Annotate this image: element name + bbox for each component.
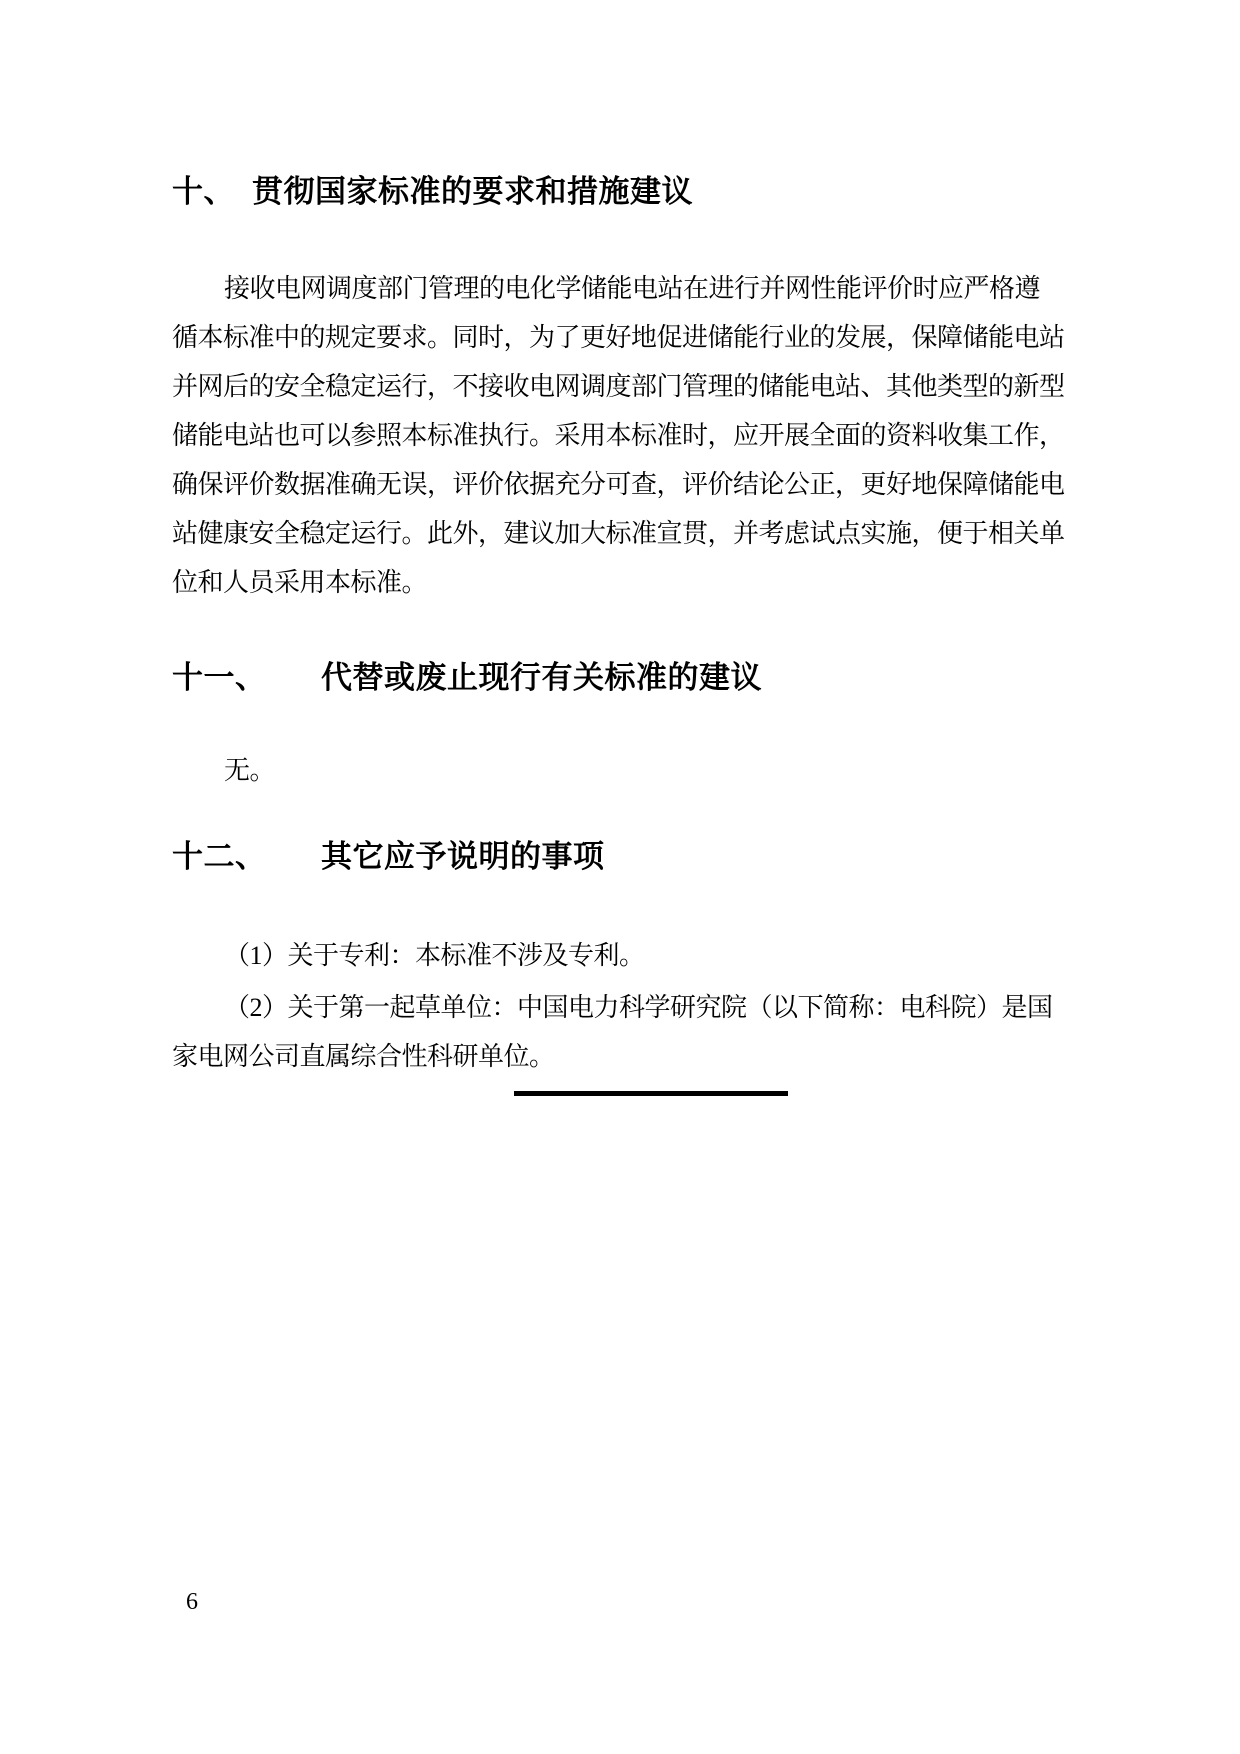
- paragraph-line: 位和人员采用本标准。: [172, 568, 428, 597]
- list-item-line: （1）关于专利：本标准不涉及专利。: [224, 941, 645, 970]
- heading-title: 代替或废止现行有关标准的建议: [321, 660, 762, 695]
- heading-title: 其它应予说明的事项: [321, 839, 605, 874]
- paragraph-line: 并网后的安全稳定运行，不接收电网调度部门管理的储能电站、其他类型的新型: [172, 372, 1065, 401]
- paragraph-line: 接收电网调度部门管理的电化学储能电站在进行并网性能评价时应严格遵: [224, 274, 1041, 303]
- section-10-paragraph: [172, 264, 1072, 607]
- section-heading-10: [172, 172, 693, 212]
- section-11-body: [172, 746, 1072, 795]
- list-item-line: （2）关于第一起草单位：中国电力科学研究院（以下简称：电科院）是国: [224, 993, 1053, 1022]
- list-item-line: 家电网公司直属综合性科研单位。: [172, 1042, 555, 1071]
- heading-number: 十一、: [172, 660, 267, 695]
- paragraph-line: 站健康安全稳定运行。此外，建议加大标准宣贯，并考虑试点实施，便于相关单: [172, 519, 1065, 548]
- section-heading-11: [172, 658, 762, 698]
- heading-title: 贯彻国家标准的要求和措施建议: [252, 174, 693, 209]
- list-item-1: [172, 931, 1072, 980]
- heading-number: 十、: [172, 174, 235, 209]
- paragraph-line: 确保评价数据准确无误，评价依据充分可查，评价结论公正，更好地保障储能电: [172, 470, 1065, 499]
- end-of-document-rule: [514, 1091, 788, 1096]
- list-item-2: [172, 983, 1072, 1081]
- heading-number: 十二、: [172, 839, 267, 874]
- page-number: 6: [186, 1589, 198, 1615]
- body-text: 无。: [224, 756, 276, 785]
- paragraph-line: 储能电站也可以参照本标准执行。采用本标准时，应开展全面的资料收集工作，: [172, 421, 1065, 450]
- section-heading-12: [172, 837, 605, 877]
- paragraph-line: 循本标准中的规定要求。同时，为了更好地促进储能行业的发展，保障储能电站: [172, 323, 1065, 352]
